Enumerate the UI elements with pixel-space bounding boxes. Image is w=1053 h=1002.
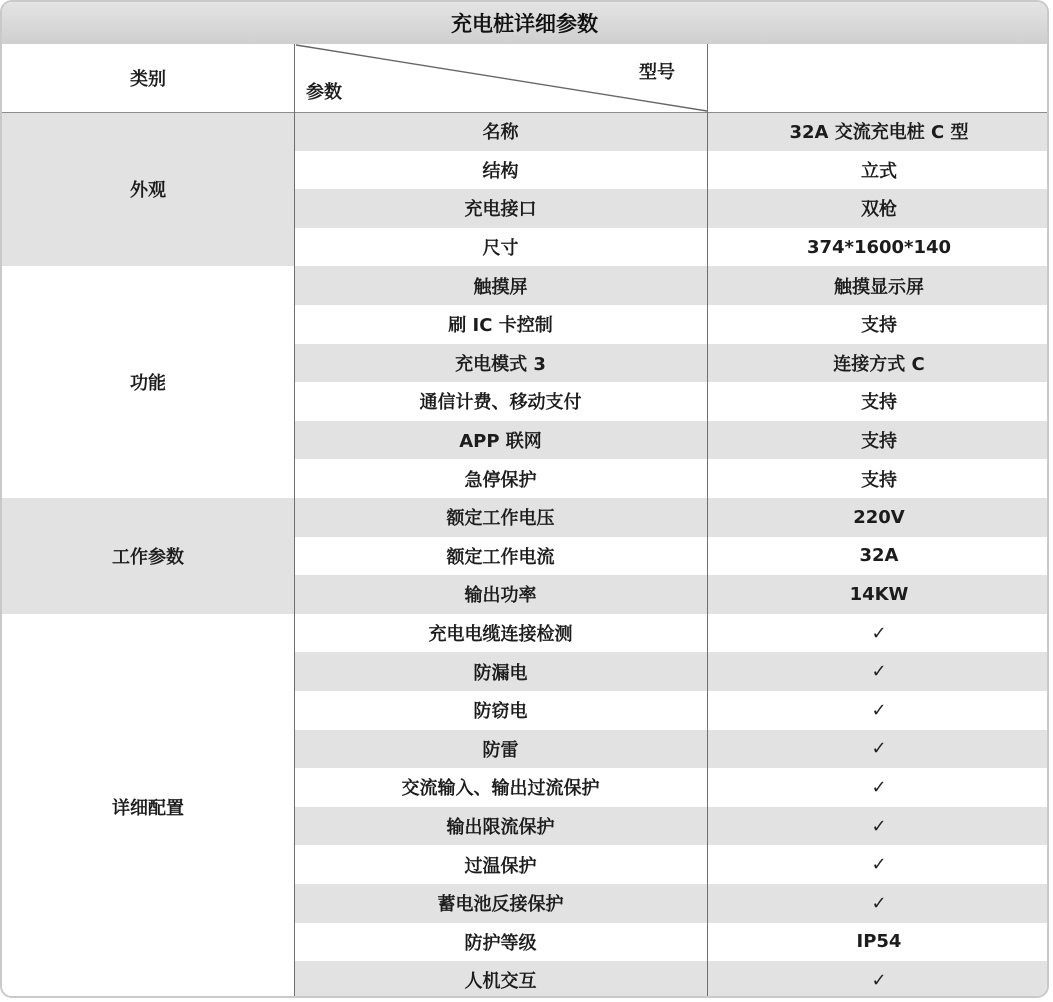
category-header: 类别 (2, 44, 294, 112)
value-cell: 14KW (707, 575, 1049, 614)
value-cell: ✓ (707, 652, 1049, 691)
param-cell: 防漏电 (294, 652, 707, 691)
value-cell: ✓ (707, 691, 1049, 730)
value-cell: 支持 (707, 421, 1049, 460)
param-cell: 输出功率 (294, 575, 707, 614)
value-cell: 支持 (707, 459, 1049, 498)
category-cell: 功能 (2, 266, 294, 498)
header-divider (2, 112, 1049, 113)
param-cell: 充电电缆连接检测 (294, 614, 707, 653)
param-cell: 触摸屏 (294, 266, 707, 305)
value-cell: ✓ (707, 961, 1049, 998)
column-divider (707, 44, 708, 998)
value-cell: 支持 (707, 305, 1049, 344)
param-cell: 防护等级 (294, 923, 707, 962)
category-cell: 外观 (2, 112, 294, 266)
value-cell: ✓ (707, 845, 1049, 884)
param-cell: 名称 (294, 112, 707, 151)
value-cell: ✓ (707, 730, 1049, 769)
param-cell: 过温保护 (294, 845, 707, 884)
param-cell: 额定工作电流 (294, 537, 707, 576)
param-cell: 通信计费、移动支付 (294, 382, 707, 421)
param-cell: 充电接口 (294, 189, 707, 228)
value-cell: 374*1600*140 (707, 228, 1049, 267)
value-cell: ✓ (707, 768, 1049, 807)
value-cell: 32A (707, 537, 1049, 576)
param-cell: 蓄电池反接保护 (294, 884, 707, 923)
model-value-header (707, 44, 1049, 112)
param-cell: 防雷 (294, 730, 707, 769)
param-cell: 结构 (294, 151, 707, 190)
param-cell: 刷 IC 卡控制 (294, 305, 707, 344)
param-label: 参数 (306, 82, 342, 103)
column-divider (294, 44, 295, 998)
value-cell: ✓ (707, 614, 1049, 653)
value-cell: 32A 交流充电桩 C 型 (707, 112, 1049, 151)
param-cell: 急停保护 (294, 459, 707, 498)
value-cell: 连接方式 C (707, 344, 1049, 383)
value-cell: 双枪 (707, 189, 1049, 228)
category-cell: 详细配置 (2, 614, 294, 998)
param-cell: 防窃电 (294, 691, 707, 730)
param-cell: 交流输入、输出过流保护 (294, 768, 707, 807)
param-cell: 人机交互 (294, 961, 707, 998)
table-title: 充电桩详细参数 (2, 2, 1047, 46)
value-cell: 220V (707, 498, 1049, 537)
param-model-header (294, 44, 707, 112)
value-cell: ✓ (707, 807, 1049, 846)
value-cell: 立式 (707, 151, 1049, 190)
param-cell: APP 联网 (294, 421, 707, 460)
param-cell: 尺寸 (294, 228, 707, 267)
param-cell: 输出限流保护 (294, 807, 707, 846)
model-label: 型号 (639, 62, 675, 83)
value-cell: ✓ (707, 884, 1049, 923)
param-cell: 额定工作电压 (294, 498, 707, 537)
value-cell: 触摸显示屏 (707, 266, 1049, 305)
value-cell: IP54 (707, 923, 1049, 962)
param-cell: 充电模式 3 (294, 344, 707, 383)
value-cell: 支持 (707, 382, 1049, 421)
category-cell: 工作参数 (2, 498, 294, 614)
